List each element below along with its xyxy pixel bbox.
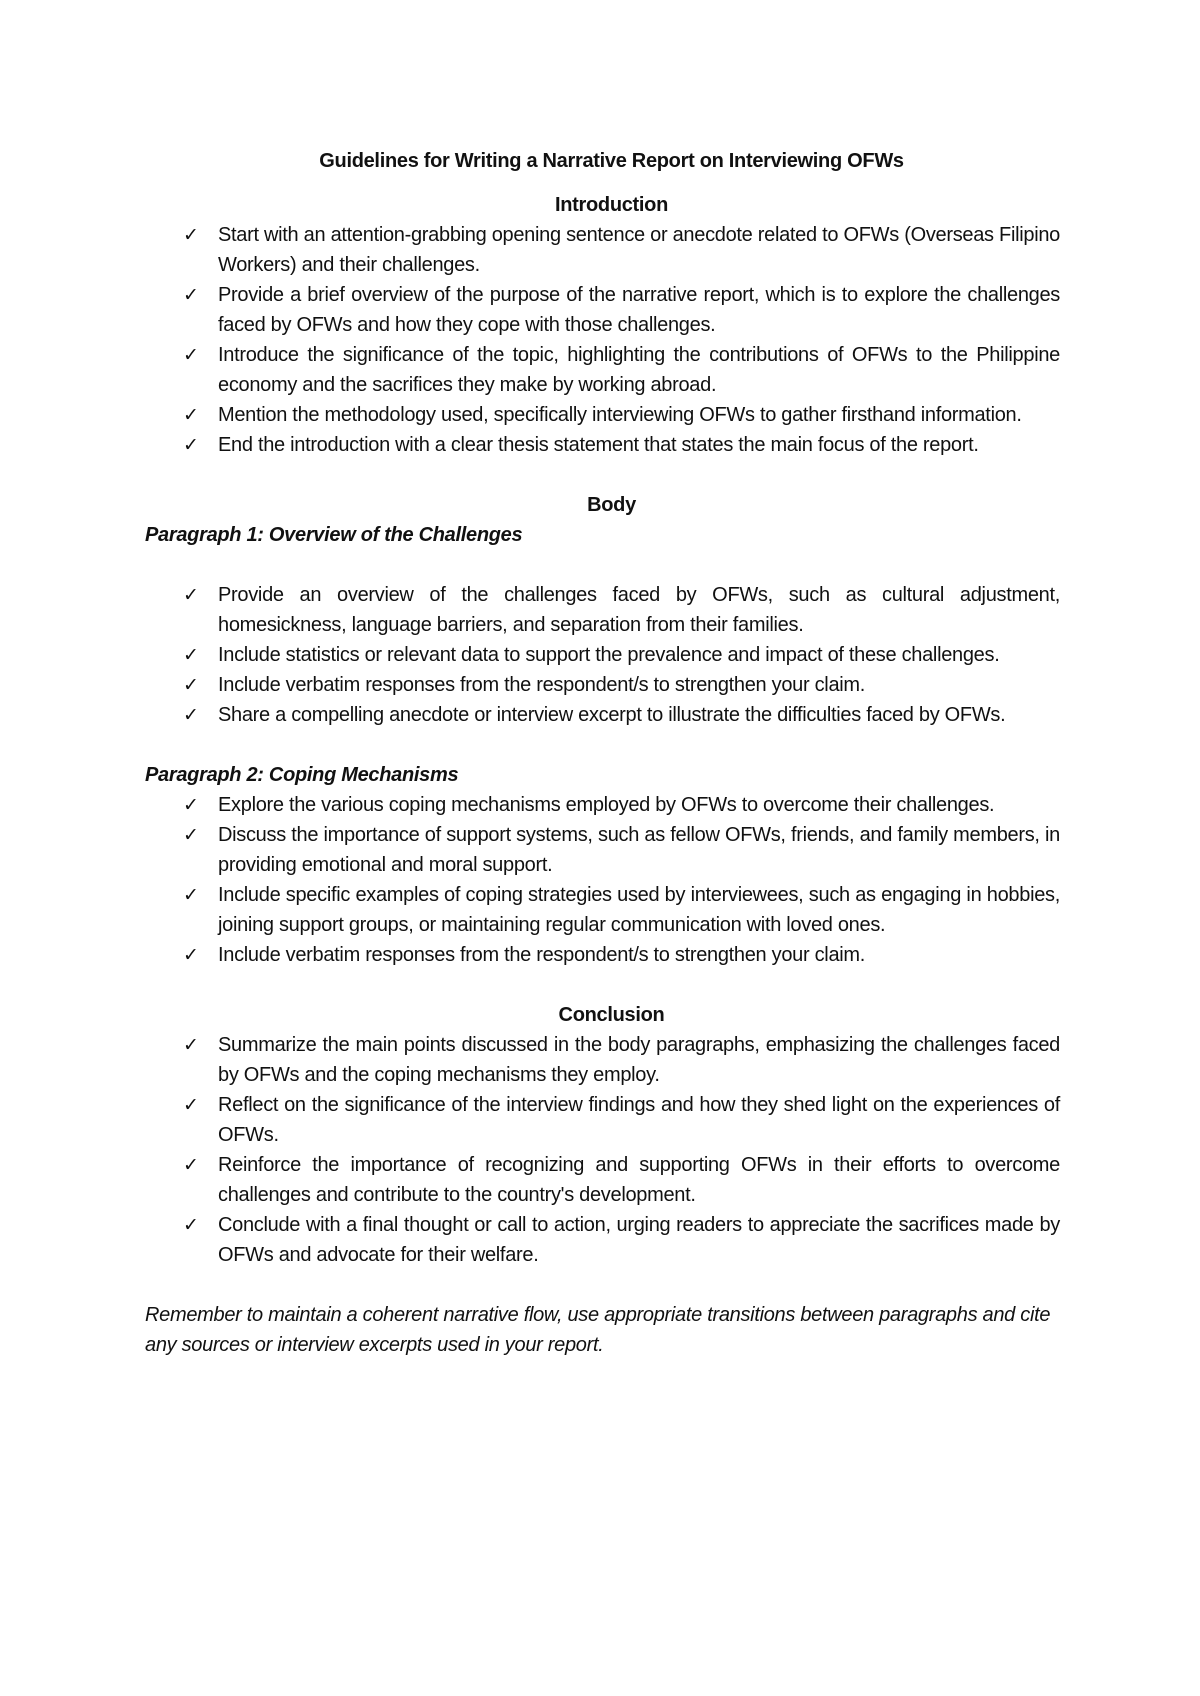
list-item [145, 430, 1060, 460]
spacer [145, 550, 1060, 580]
list-item-text: Discuss the importance of support systems, such as fellow OFWs, friends, and family members, in providing emotional and moral support. [218, 824, 1060, 876]
list-item [145, 400, 1060, 430]
check-icon: ✓ [183, 344, 199, 366]
check-icon: ✓ [183, 1094, 199, 1116]
list-item-text: Reinforce the importance of recognizing and supporting OFWs in their efforts to overcome challenges and contribute to the country's development. [218, 1154, 1060, 1206]
spacer [145, 1270, 1060, 1300]
check-icon: ✓ [183, 404, 199, 426]
check-icon: ✓ [183, 584, 199, 606]
list-item-text: Include verbatim responses from the respondent/s to strengthen your claim. [218, 944, 866, 966]
list-item-text: Include statistics or relevant data to support the prevalence and impact of these challenges. [218, 644, 1000, 666]
list-item [145, 1030, 1060, 1090]
paragraph-1-checklist [145, 580, 1060, 730]
conclusion-checklist [145, 1030, 1060, 1270]
check-icon: ✓ [183, 224, 199, 246]
list-item [145, 670, 1060, 700]
paragraph-2-heading: Paragraph 2: Coping Mechanisms [145, 764, 459, 786]
list-item-text: Explore the various coping mechanisms employed by OFWs to overcome their challenges. [218, 794, 995, 816]
check-icon: ✓ [183, 824, 199, 846]
introduction-checklist [145, 220, 1060, 460]
check-icon: ✓ [183, 644, 199, 666]
list-item [145, 790, 1060, 820]
check-icon: ✓ [183, 944, 199, 966]
document-title: Guidelines for Writing a Narrative Report on Interviewing OFWs [319, 150, 904, 172]
check-icon: ✓ [183, 704, 199, 726]
list-item-text: Provide an overview of the challenges faced by OFWs, such as cultural adjustment, homesickness, language barriers, and separation from their families. [218, 584, 1060, 636]
list-item-text: End the introduction with a clear thesis statement that states the main focus of the report. [218, 434, 979, 456]
check-icon: ✓ [183, 794, 199, 816]
closing-note: Remember to maintain a coherent narrative flow, use appropriate transitions between paragraphs and cite any sources or interview excerpts used in your report. [145, 1304, 1051, 1356]
list-item [145, 1210, 1060, 1270]
list-item-text: Conclude with a final thought or call to action, urging readers to appreciate the sacrifices made by OFWs and advocate for their welfare. [218, 1214, 1060, 1266]
check-icon: ✓ [183, 674, 199, 696]
list-item [145, 280, 1060, 340]
list-item-text: Include specific examples of coping strategies used by interviewees, such as engaging in hobbies, joining support groups, or maintaining regular communication with loved ones. [218, 884, 1060, 936]
list-item-text: Mention the methodology used, specifically interviewing OFWs to gather firsthand information. [218, 404, 1022, 426]
list-item-text: Reflect on the significance of the interview findings and how they shed light on the experiences of OFWs. [218, 1094, 1060, 1146]
list-item [145, 880, 1060, 940]
list-item-text: Include verbatim responses from the respondent/s to strengthen your claim. [218, 674, 866, 696]
check-icon: ✓ [183, 1214, 199, 1236]
check-icon: ✓ [183, 284, 199, 306]
check-icon: ✓ [183, 434, 199, 456]
spacer [145, 730, 1060, 760]
body-heading: Body [587, 494, 636, 516]
list-item-text: Provide a brief overview of the purpose of the narrative report, which is to explore the challenges faced by OFWs and how they cope with those challenges. [218, 284, 1060, 336]
list-item [145, 1150, 1060, 1210]
list-item [145, 940, 1060, 970]
list-item [145, 1090, 1060, 1150]
list-item-text: Introduce the significance of the topic, highlighting the contributions of OFWs to the Philippine economy and the sacrifices they make by working abroad. [218, 344, 1060, 396]
paragraph-2-checklist [145, 790, 1060, 970]
paragraph-1-heading: Paragraph 1: Overview of the Challenges [145, 524, 523, 546]
list-item [145, 580, 1060, 640]
list-item-text: Summarize the main points discussed in the body paragraphs, emphasizing the challenges faced by OFWs and the coping mechanisms they employ. [218, 1034, 1060, 1086]
list-item [145, 700, 1060, 730]
list-item [145, 640, 1060, 670]
list-item [145, 340, 1060, 400]
spacer [145, 970, 1060, 1000]
check-icon: ✓ [183, 884, 199, 906]
document-content [145, 146, 1060, 1360]
conclusion-heading: Conclusion [558, 1004, 665, 1026]
list-item [145, 820, 1060, 880]
check-icon: ✓ [183, 1154, 199, 1176]
spacer [145, 460, 1060, 490]
introduction-heading: Introduction [554, 194, 669, 216]
list-item-text: Start with an attention-grabbing opening sentence or anecdote related to OFWs (Overseas Filipino Workers) and their challenges. [218, 224, 1060, 276]
check-icon: ✓ [183, 1034, 199, 1056]
list-item [145, 220, 1060, 280]
list-item-text: Share a compelling anecdote or interview excerpt to illustrate the difficulties faced by OFWs. [218, 704, 1006, 726]
